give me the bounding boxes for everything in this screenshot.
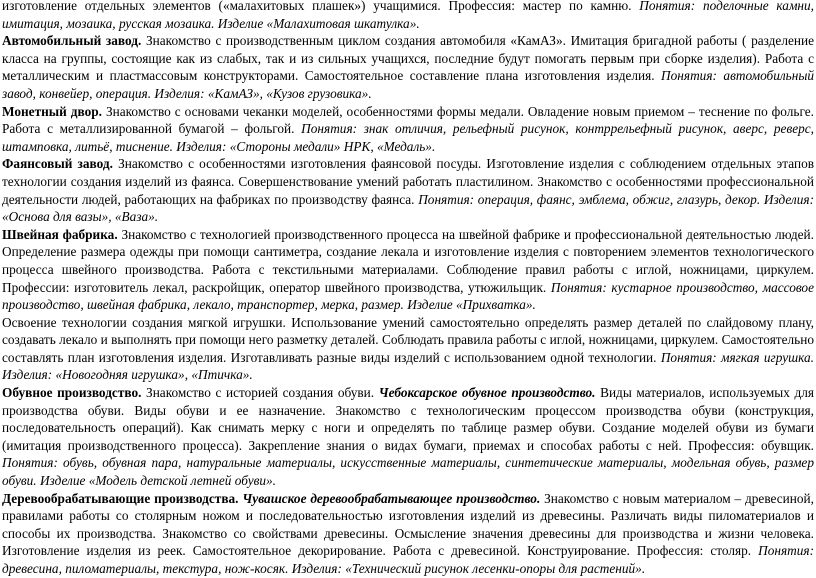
concepts-text: Понятия: знак отличия, рельефный рисунок, контррельефный рисунок, аверс, реверс, штамповка, литьё, тиснение. Изделия: «Стороны медали» НРК, «Медаль». (2, 121, 814, 154)
paragraph (2, 32, 814, 102)
text-segment: Знакомство с технологией производственного процесса на швейной фабрике и профессиональной деятельностью людей. Определение размера одежды при помощи сантиметра, создание лекала и изготовление изделия с повторением элементов технологического процесса швейного производства. Работа с текстильными материалами. Соблюдение правил работы с иглой, ножницами, циркулем. Профессии: изготовитель лекал, раскройщик, оператор швейного производства, утюжильщик. (2, 226, 814, 295)
section-heading: Деревообрабатывающие производства. (2, 490, 239, 506)
paragraph (2, 155, 814, 225)
concepts-text: Понятия: мягкая игрушка. Изделия: «Новогодняя игрушка», «Птичка». (2, 349, 814, 383)
concepts-text: Понятия: обувь, обувная пара, натуральные материалы, искусственные материалы, синтетические материалы, модельная обувь, размер обуви. Изделие «Модель детской летней обуви». (2, 455, 814, 489)
concepts-text: Понятия: поделочные камни, имитация, мозаика, русская мозаика. Изделие «Малахитовая шкатулка». (2, 0, 815, 31)
section-heading: Монетный двор. (2, 103, 102, 119)
paragraph (2, 226, 814, 314)
concepts-text: Понятия: древесина, пиломатериалы, текстура, нож-косяк. Изделия: «Технический рисунок лесенки-опоры для растений». (2, 543, 814, 576)
concepts-text: Понятия: кустарное производство, массовое производство, швейная фабрика, лекало, транспортер, мерка, размер. Изделие «Прихватка». (2, 279, 814, 313)
paragraph (2, 0, 814, 32)
paragraph (2, 490, 814, 578)
text-segment: Освоение технологии создания мягкой игрушки. Использование умений самостоятельно определять размер деталей по слайдовому плану, создавать лекало и выполнять при помощи него разметку деталей. Соблюдать правила работы с иглой, ножницами, циркулем. Самостоятельно составлять план изготовления изделия. Изготавливать разные виды изделий с использованием одной технологии. (2, 314, 814, 365)
text-segment: изготовление отдельных элементов («малахитовых плашек») учащимися. Профессия: мастер по камню. (2, 0, 640, 13)
paragraph (2, 103, 814, 156)
section-heading: Обувное производство. (2, 385, 142, 401)
section-heading: Фаянсовый завод. (2, 156, 113, 172)
text-segment: Знакомство с особенностями изготовления фаянсовой посуды. Изготовление изделия с соблюдением отдельных этапов технологии создания изделий из фаянса. Совершенствование умений работать пластилином. Знакомство с особенностями профессиональной деятельности людей, работающих на фабриках по производству фаянса. (2, 156, 814, 207)
text-segment: Знакомство с историей создания обуви. (141, 385, 379, 401)
subheading: Чувашское деревообрабатывающее производство. (242, 490, 541, 506)
document-body (2, 0, 814, 578)
text-segment: Виды материалов, используемых для производства обуви. Виды обуви и ее назначение. Знакомство с технологическим процессом производства обуви (конструкция, последовательность операций). Как снимать мерку с ноги и определять по таблице размер обуви. Создание моделей обуви из бумаги (имитация производственного процесса). Закрепление знания о видах бумаги, приемах и способах работы с ней. Профессия: обувщик. (2, 385, 815, 453)
concepts-text: Понятия: операция, фаянс, эмблема, обжиг, глазурь, декор. Изделия: «Основа для вазы», «Ваза». (2, 191, 814, 225)
text-segment: Знакомство с новым материалом – древесиной, правилами работы со столярным ножом и последовательностью изготовления изделий из древесины. Различать виды пиломатериалов и способы их производства. Знакомство со свойствами древесины. Осмысление значения древесины для производства и жизни человека. Изготовление изделия из реек. Самостоятельное декорирование. Работа с древесиной. Конструирование. Профессия: столяр. (2, 490, 814, 559)
section-heading: Швейная фабрика. (2, 226, 118, 242)
subheading: Чебоксарское обувное производство. (378, 385, 596, 401)
concepts-text: Понятия: автомобильный завод, конвейер, операция. Изделия: «КамАЗ», «Кузов грузовика». (2, 68, 814, 101)
text-segment: Знакомство с производственным циклом создания автомобиля «КамАЗ». Имитация бригадной работы ( разделение класса на группы, состоящие как из слабых, так и из сильных учащихся, последние будут помогать первым при сборке изделия). Работа с металлическим и пластмассовым конструкторами. Самостоятельное составление плана изготовления изделия. (2, 33, 814, 84)
paragraph (2, 314, 814, 384)
text-segment: Знакомство с основами чеканки моделей, особенностями формы медали. Овладение новым приемом – теснение по фольге. Работа с металлизированной бумагой – фольгой. (2, 103, 814, 137)
paragraph (2, 384, 814, 490)
section-heading: Автомобильный завод. (2, 33, 142, 49)
